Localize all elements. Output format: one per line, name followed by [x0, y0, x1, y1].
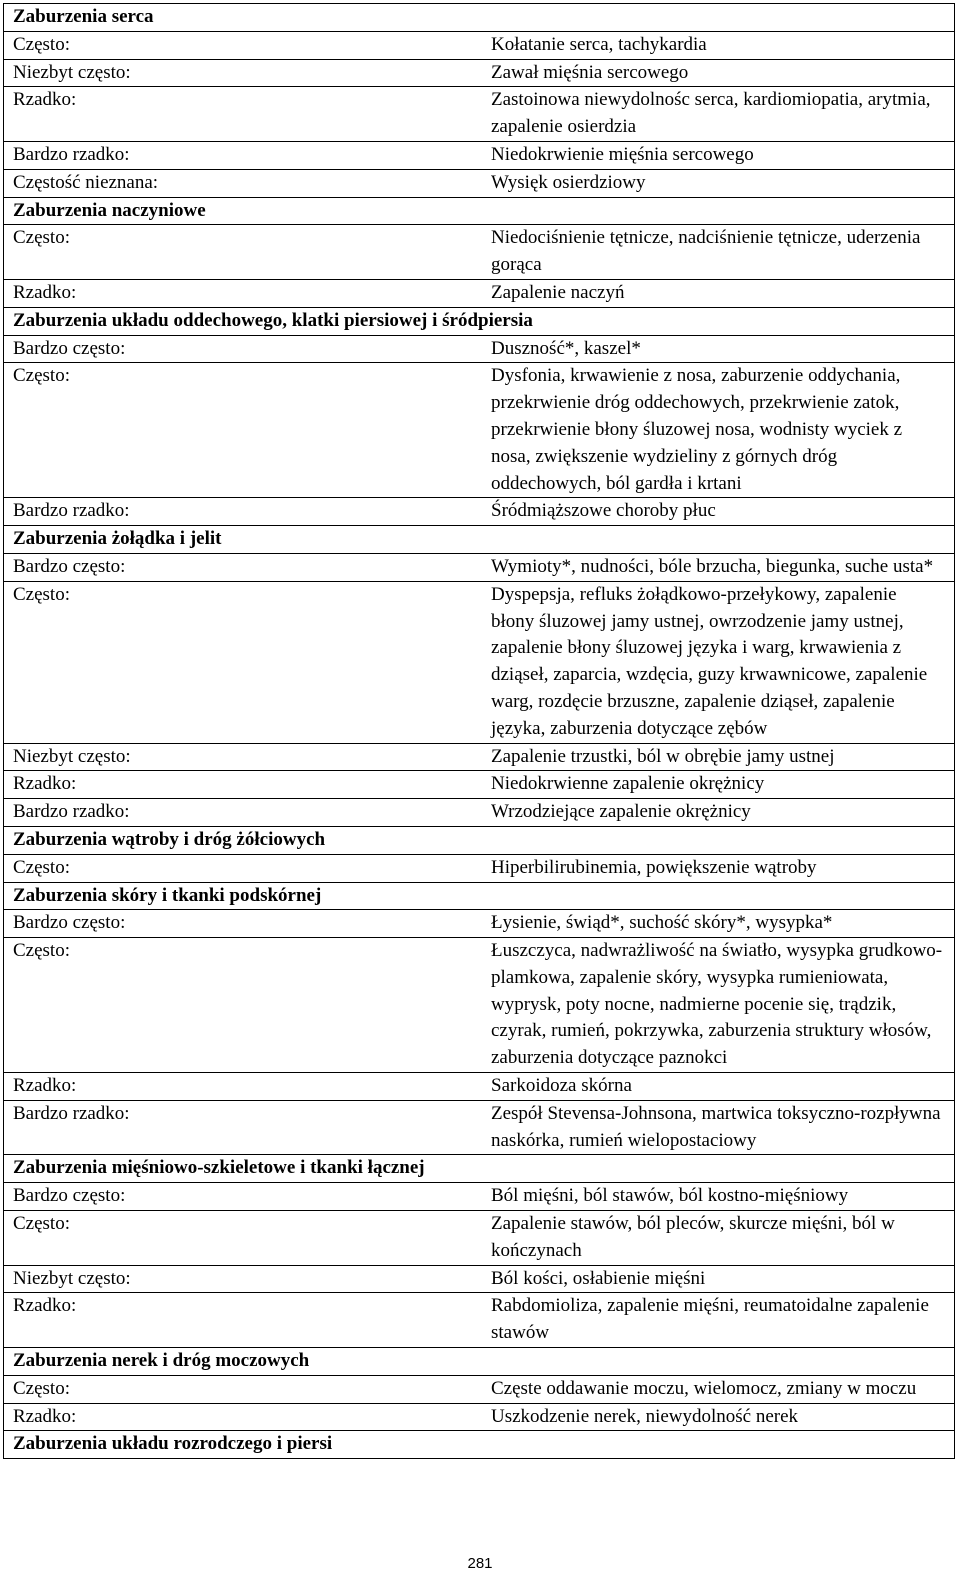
frequency-cell: Często:	[4, 31, 480, 59]
frequency-cell: Rzadko:	[4, 1293, 480, 1348]
frequency-cell: Bardzo rzadko:	[4, 498, 480, 526]
effect-cell: Ból mięśni, ból stawów, ból kostno-mięśniowy	[479, 1183, 955, 1211]
section-title: Zaburzenia układu rozrodczego i piersi	[4, 1431, 955, 1459]
effect-cell: Częste oddawanie moczu, wielomocz, zmiany w moczu	[479, 1375, 955, 1403]
effect-cell: Duszność*, kaszel*	[479, 335, 955, 363]
effect-cell: Zapalenie trzustki, ból w obrębie jamy ustnej	[479, 743, 955, 771]
table-row	[4, 31, 955, 59]
section-header-row	[4, 1155, 955, 1183]
frequency-cell: Często:	[4, 854, 480, 882]
effect-cell: Wysięk osierdziowy	[479, 169, 955, 197]
section-header-row	[4, 1431, 955, 1459]
table-row	[4, 279, 955, 307]
table-row	[4, 1183, 955, 1211]
frequency-cell: Często:	[4, 1375, 480, 1403]
table-row	[4, 771, 955, 799]
table-row	[4, 1073, 955, 1101]
table-row	[4, 498, 955, 526]
table-row	[4, 581, 955, 743]
frequency-cell: Niezbyt często:	[4, 59, 480, 87]
frequency-cell: Częstość nieznana:	[4, 169, 480, 197]
section-title: Zaburzenia żołądka i jelit	[4, 526, 955, 554]
table-row	[4, 553, 955, 581]
section-title: Zaburzenia wątroby i dróg żółciowych	[4, 826, 955, 854]
table-row	[4, 1403, 955, 1431]
effect-cell: Hiperbilirubinemia, powiększenie wątroby	[479, 854, 955, 882]
frequency-cell: Rzadko:	[4, 87, 480, 142]
frequency-cell: Często:	[4, 225, 480, 280]
section-title: Zaburzenia nerek i dróg moczowych	[4, 1348, 955, 1376]
section-header-row	[4, 1348, 955, 1376]
frequency-cell: Bardzo często:	[4, 910, 480, 938]
table-row	[4, 1265, 955, 1293]
table-row	[4, 141, 955, 169]
section-title: Zaburzenia naczyniowe	[4, 197, 955, 225]
effect-cell: Łuszczyca, nadwrażliwość na światło, wysypka grudkowo-plamkowa, zapalenie skóry, wysypka rumieniowata, wyprysk, poty nocne, nadmierne pocenie się, trądzik, czyrak, rumień, pokrzywka, zaburzenia struktury włosów, zaburzenia dotyczące paznokci	[479, 938, 955, 1073]
frequency-cell: Bardzo rzadko:	[4, 141, 480, 169]
section-header-row	[4, 4, 955, 32]
frequency-cell: Bardzo często:	[4, 1183, 480, 1211]
table-row	[4, 225, 955, 280]
effect-cell: Kołatanie serca, tachykardia	[479, 31, 955, 59]
section-title: Zaburzenia mięśniowo-szkieletowe i tkanki łącznej	[4, 1155, 955, 1183]
section-header-row	[4, 197, 955, 225]
effect-cell: Dysfonia, krwawienie z nosa, zaburzenie oddychania, przekrwienie dróg oddechowych, przekrwienie zatok, przekrwienie błony śluzowej nosa, wodnisty wyciek z nosa, zwiększenie wydzieliny z górnych dróg oddechowych, ból gardła i krtani	[479, 363, 955, 498]
table-row	[4, 335, 955, 363]
section-title: Zaburzenia serca	[4, 4, 955, 32]
table-row	[4, 1211, 955, 1266]
effect-cell: Wrzodziejące zapalenie okrężnicy	[479, 799, 955, 827]
page-number: 281	[467, 1555, 493, 1572]
section-header-row	[4, 826, 955, 854]
frequency-cell: Często:	[4, 1211, 480, 1266]
section-title: Zaburzenia układu oddechowego, klatki piersiowej i śródpiersia	[4, 307, 955, 335]
effect-cell: Zapalenie naczyń	[479, 279, 955, 307]
table-row	[4, 59, 955, 87]
table-row	[4, 743, 955, 771]
effect-cell: Zastoinowa niewydolnośc serca, kardiomiopatia, arytmia, zapalenie osierdzia	[479, 87, 955, 142]
effect-cell: Dyspepsja, refluks żołądkowo-przełykowy, zapalenie błony śluzowej jamy ustnej, owrzodzenie jamy ustnej, zapalenie błony śluzowej języka i warg, krwawienia z dziąseł, zaparcia, wzdęcia, guzy krwawnicowe, zapalenie warg, rozdęcie brzuszne, zapalenie dziąseł, zapalenie języka, zaburzenia dotyczące zębów	[479, 581, 955, 743]
table-row	[4, 1100, 955, 1155]
section-header-row	[4, 307, 955, 335]
frequency-cell: Niezbyt często:	[4, 743, 480, 771]
effect-cell: Zawał mięśnia sercowego	[479, 59, 955, 87]
effect-cell: Łysienie, świąd*, suchość skóry*, wysypka*	[479, 910, 955, 938]
frequency-cell: Bardzo rzadko:	[4, 1100, 480, 1155]
effect-cell: Niedokrwienne zapalenie okrężnicy	[479, 771, 955, 799]
section-header-row	[4, 526, 955, 554]
table-row	[4, 910, 955, 938]
table-row	[4, 799, 955, 827]
effect-cell: Zespół Stevensa-Johnsona, martwica toksyczno-rozpływna naskórka, rumień wielopostaciowy	[479, 1100, 955, 1155]
frequency-cell: Rzadko:	[4, 1073, 480, 1101]
effect-cell: Śródmiąższowe choroby płuc	[479, 498, 955, 526]
section-header-row	[4, 882, 955, 910]
frequency-cell: Rzadko:	[4, 771, 480, 799]
table-row	[4, 363, 955, 498]
frequency-cell: Bardzo często:	[4, 553, 480, 581]
frequency-cell: Często:	[4, 938, 480, 1073]
effect-cell: Wymioty*, nudności, bóle brzucha, biegunka, suche usta*	[479, 553, 955, 581]
effect-cell: Uszkodzenie nerek, niewydolność nerek	[479, 1403, 955, 1431]
table-row	[4, 87, 955, 142]
section-title: Zaburzenia skóry i tkanki podskórnej	[4, 882, 955, 910]
effect-cell: Rabdomioliza, zapalenie mięśni, reumatoidalne zapalenie stawów	[479, 1293, 955, 1348]
effect-cell: Ból kości, osłabienie mięśni	[479, 1265, 955, 1293]
frequency-cell: Często:	[4, 363, 480, 498]
frequency-cell: Rzadko:	[4, 1403, 480, 1431]
effect-cell: Sarkoidoza skórna	[479, 1073, 955, 1101]
table-row	[4, 1375, 955, 1403]
effect-cell: Zapalenie stawów, ból pleców, skurcze mięśni, ból w kończynach	[479, 1211, 955, 1266]
effect-cell: Niedokrwienie mięśnia sercowego	[479, 141, 955, 169]
table-row	[4, 854, 955, 882]
adverse-reactions-table	[3, 3, 955, 1459]
frequency-cell: Niezbyt często:	[4, 1265, 480, 1293]
table-row	[4, 1293, 955, 1348]
effect-cell: Niedociśnienie tętnicze, nadciśnienie tętnicze, uderzenia gorąca	[479, 225, 955, 280]
table-row	[4, 169, 955, 197]
table-row	[4, 938, 955, 1073]
frequency-cell: Często:	[4, 581, 480, 743]
table-body	[4, 4, 955, 1459]
frequency-cell: Bardzo często:	[4, 335, 480, 363]
frequency-cell: Rzadko:	[4, 279, 480, 307]
frequency-cell: Bardzo rzadko:	[4, 799, 480, 827]
